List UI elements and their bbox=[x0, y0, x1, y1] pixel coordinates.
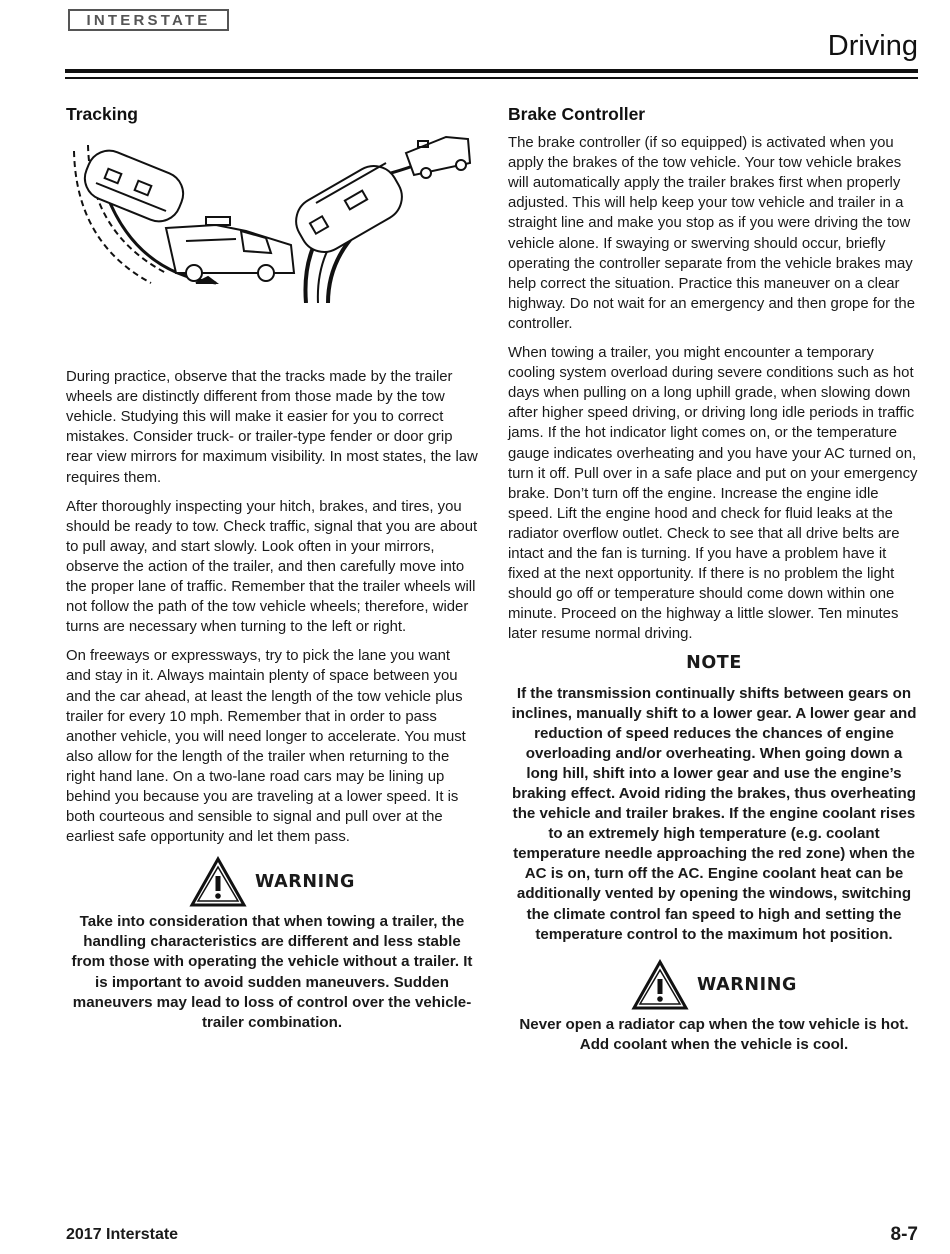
page-number: 8-7 bbox=[890, 1224, 918, 1245]
left-column bbox=[66, 104, 478, 1033]
warning-text-2: Never open a radiator cap when the tow vehicle is hot. Add coolant when the vehicle is cool. bbox=[519, 1015, 909, 1053]
brake-paragraph-2: When towing a trailer, you might encounter a temporary cooling system overload during severe conditions such as hot days when pulling on a long uphill grade, when slowing down after higher speed driving, or driving long idle periods in traffic jams. If the hot indicator light comes on, or the temperature gauge indicates overheating and you have your AC turned on, turn it off. Pull over in a safe place and put on your emergency brake. Don’t turn off the engine. Increase the engine idle speed. Lift the engine hood and check for fluid leaks at the radiator overflow outlet. Check to see that all drive belts are intact and the fan is turning. If you have a problem have it fixed at the next opportunity. If there is no problem the light should go off or temperature should come down within one minute. Proceed on the highway a little slower. Ten minutes later resume normal driving. bbox=[508, 345, 918, 643]
warning-icon bbox=[189, 856, 247, 908]
brake-paragraph-1: The brake controller (if so equipped) is activated when you apply the brakes of the tow vehicle. Your tow vehicle brakes will automatically apply the trailer brakes first when properly adjusted. This will help keep your tow vehicle and trailer in a straight line and make you stop as if you were driving the tow vehicle alone. If swaying or swerving should occur, briefly operating the controller separate from the vehicle brakes may help correct the situation. Practice this maneuver on a clear highway. Do not wait for an emergency and then grope for the controller. bbox=[508, 135, 915, 332]
tracking-paragraph-2: After thoroughly inspecting your hitch, brakes, and tires, you should be ready to tow. Check traffic, signal that you are about to pull away, and start slowly. Look often in your mirrors, observe the action of the trailer, and then carefully move into the proper lane of traffic. Remember that the trailer wheels will not follow the path of the tow vehicle wheels; therefore, wider turns are necessary when turning to the left or right. bbox=[66, 498, 478, 636]
warning-heading-2 bbox=[508, 959, 920, 1011]
right-column bbox=[508, 104, 920, 1055]
brake-controller-heading: Brake Controller bbox=[508, 104, 646, 124]
tracking-paragraph-1: During practice, observe that the tracks made by the trailer wheels are distinctly different from those made by the tow vehicle. Studying this will make it easier for you to correct mistakes. Consider truck- or trailer-type fender or door grip rear view mirrors for maximum visibility. In most states, the law requires them. bbox=[66, 369, 478, 486]
logo-text: INTERSTATE bbox=[86, 11, 211, 29]
tracking-paragraph-3: On freeways or expressways, try to pick the lane you want and stay in it. Always maintain plenty of space between you and the car ahead, at least the length of the tow vehicle plus trailer for every 10 mph. Remember that in order to pass another vehicle, you will need longer to accelerate. You must also allow for the length of the trailer when returning to the right hand lane. On a two-lane road cars may be lining up behind you because you are traveling at a lower speed. It is both courteous and sensible to signal and pull over at the earliest safe opportunity and let them pass. bbox=[66, 648, 466, 846]
header-rule bbox=[65, 69, 918, 73]
tracking-heading: Tracking bbox=[66, 104, 138, 124]
warning-text: Take into consideration that when towing a trailer, the handling characteristics are different and less stable from those with operating the vehicle without a trailer. It is important to avoid sudden maneuvers. Sudden maneuvers may lead to loss of control over the vehicle-trailer combination. bbox=[71, 913, 473, 1031]
warning-icon bbox=[631, 959, 689, 1011]
warning-label-2: WARNING bbox=[697, 974, 797, 995]
section-title: Driving bbox=[827, 30, 918, 62]
note-text: If the transmission continually shifts between gears on inclines, manually shift to a lower gear. A lower gear and reduction of speed reduces the chances of engine overloading and/or overheating. When going down a long hill, shift into a lower gear and use the engine’s braking effect. Avoid riding the brakes, thus overheating the vehicle and trailer brakes. If the engine coolant rises to an extremely high temperature (e.g. coolant temperature needle approaching the red zone) when the AC is on, turn off the AC. Engine coolant heat can be additionally vented by opening the windows, switching the climate control fan speed to high and setting the temperature control to the maximum hot position. bbox=[511, 684, 917, 943]
header-rule-thin bbox=[65, 77, 918, 79]
interstate-logo bbox=[68, 9, 229, 31]
footer-title: 2017 Interstate bbox=[66, 1226, 179, 1243]
warning-heading bbox=[66, 856, 478, 908]
note-label: NOTE bbox=[686, 653, 742, 674]
tracking-illustration bbox=[66, 133, 478, 303]
warning-label: WARNING bbox=[255, 872, 355, 893]
